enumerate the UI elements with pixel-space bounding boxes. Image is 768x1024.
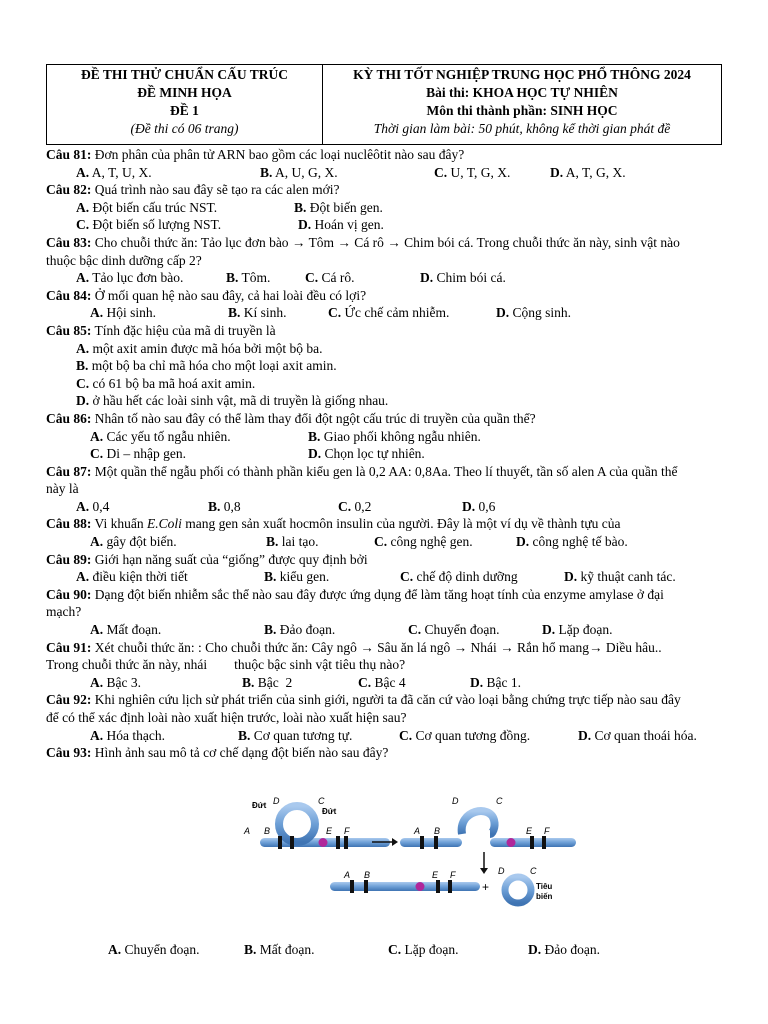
question-text: Tính đặc hiệu của mã di truyền là [91, 322, 276, 338]
label-a: A [244, 826, 251, 836]
label-a: A [414, 826, 421, 836]
acentric-ring [505, 877, 531, 903]
options-83 [46, 269, 758, 287]
question-text: Ở mối quan hệ nào sau đây, cả hai loài đều có lợi? [91, 287, 367, 303]
band [420, 836, 424, 849]
question-label: Câu 85: [46, 322, 92, 338]
question-82 [46, 181, 758, 199]
option-c: C. Di – nhập gen. [90, 446, 186, 462]
band [350, 880, 354, 893]
option-b: B. Tôm. [226, 270, 271, 286]
options-82b [46, 216, 758, 234]
option-a: A. Tảo lục đơn bào. [76, 270, 184, 286]
label-dut-right: Đứt [322, 807, 337, 816]
band [344, 836, 348, 849]
chromosome-breaking [400, 796, 576, 849]
label-tieu: Tiêu [536, 882, 553, 891]
question-text-italic: E.Coli [146, 516, 182, 532]
option-b: B. Giao phối không ngẫu nhiên. [308, 428, 481, 444]
centromere [507, 838, 516, 847]
option-c: C. Chuyển đoạn. [408, 622, 500, 638]
option-b: B. Bậc 2 [242, 674, 293, 690]
options-82a [46, 199, 758, 217]
label-f: F [544, 826, 550, 836]
option-c: C. có 61 bộ ba mã hoá axit amin. [76, 375, 256, 391]
option-a: A. A, T, U, X. [76, 164, 152, 180]
question-text: Đơn phân của phân tử ARN bao gồm các loại nuclêôtit nào sau đây? [91, 147, 465, 162]
option-b: B. một bộ ba chỉ mã hóa cho một loại axit amin. [76, 358, 337, 374]
options-81 [46, 164, 758, 182]
question-81 [46, 146, 758, 164]
option-d: D. Chim bói cá. [420, 270, 506, 286]
question-label: Câu 89: [46, 551, 92, 567]
option-a: A. Mất đoạn. [90, 622, 162, 638]
question-text: Một quần thể ngẫu phối có thành phần kiểu gen là 0,2 AA: 0,8Aa. Theo lí thuyết, tần số alen A của quần thể [91, 463, 678, 479]
label-b: B [264, 826, 271, 836]
question-83-cont: thuộc bậc dinh dưỡng cấp 2? [46, 252, 202, 268]
chromosome-before [243, 796, 390, 849]
option-a: A. gây đột biến. [90, 534, 177, 550]
option-d: D. Cơ quan thoái hóa. [578, 727, 697, 743]
options-84 [46, 304, 758, 322]
header-right-line1: KỲ THI TỐT NGHIỆP TRUNG HỌC PHỔ THÔNG 2024 [353, 67, 691, 82]
label-dut-left: Đứt [252, 801, 267, 810]
question-text: Cho chuỗi thức ăn: Tảo lục đơn bào → Tôm → Cá rô → Chim bói cá. Trong chuỗi thức ăn này, sinh vật nào [91, 234, 680, 250]
options-85c [46, 375, 758, 393]
question-label: Câu 93: [46, 745, 92, 761]
label-f: F [344, 826, 350, 836]
option-d: D. Chọn lọc tự nhiên. [308, 446, 425, 462]
option-d: D. 0,6 [462, 498, 496, 514]
options-88 [46, 533, 758, 551]
chromosome-deletion-figure [240, 790, 580, 910]
label-f: F [450, 870, 456, 880]
centromere [416, 882, 425, 891]
band [436, 880, 440, 893]
question-90-cont: mạch? [46, 604, 82, 620]
option-b: B. 0,8 [208, 498, 241, 514]
arrow-down [480, 852, 488, 874]
options-92 [46, 727, 758, 745]
header-left-line3: ĐỀ 1 [170, 103, 199, 118]
question-text: Giới hạn năng suất của “giống” được quy định bởi [91, 551, 368, 567]
options-86b [46, 445, 758, 463]
option-b: B. Kí sinh. [228, 305, 287, 321]
label-a: A [344, 870, 351, 880]
option-d: D. Hoán vị gen. [298, 217, 384, 233]
option-a: A. điều kiện thời tiết [76, 569, 188, 585]
question-text: Hình ảnh sau mô tả cơ chế dạng đột biến nào sau đây? [91, 745, 389, 761]
question-text: Xét chuỗi thức ăn: : Cho chuỗi thức ăn: Cây ngô → Sâu ăn lá ngô → Nhái → Rắn hổ mang→ Diều hâu.. [91, 639, 662, 655]
option-d: D. Lặp đoạn. [542, 622, 613, 638]
option-b: B. lai tạo. [266, 534, 319, 550]
question-list [46, 146, 758, 762]
question-label: Câu 86: [46, 410, 92, 426]
label-e: E [526, 826, 533, 836]
option-b: B. A, U, G, X. [260, 164, 338, 180]
option-b: B. kiểu gen. [264, 569, 330, 585]
options-90 [46, 621, 758, 639]
question-93 [46, 744, 758, 762]
header-left-line4: (Đề thi có 06 trang) [130, 121, 239, 136]
label-b: B [434, 826, 441, 836]
band [530, 836, 534, 849]
options-85a [46, 340, 758, 358]
question-text: Vi khuẩn [91, 516, 147, 532]
question-85 [46, 322, 758, 340]
option-a: A. Đột biến cấu trúc NST. [76, 199, 218, 215]
label-d: D [498, 866, 505, 876]
question-84 [46, 287, 758, 305]
option-c: C. 0,2 [338, 498, 372, 514]
question-92-cont: để có thể xác định loài nào xuất hiện trước, loài nào xuất hiện sau? [46, 710, 407, 725]
option-a: A. Chuyển đoạn. [108, 942, 200, 957]
exam-header [46, 64, 722, 145]
band [336, 836, 340, 849]
question-87 [46, 463, 758, 481]
header-left [47, 65, 323, 144]
label-c: C [496, 796, 503, 806]
label-d: D [452, 796, 459, 806]
option-a: A. Hóa thạch. [90, 727, 165, 743]
label-d: D [273, 796, 280, 806]
band [364, 880, 368, 893]
header-left-line2: ĐỀ MINH HỌA [137, 85, 232, 100]
question-label: Câu 82: [46, 182, 92, 198]
chromosome-arc [462, 811, 495, 834]
label-c: C [530, 866, 537, 876]
option-a: A. Hội sinh. [90, 305, 157, 321]
question-87-cont: này là [46, 481, 79, 497]
question-text: Quá trình nào sau đây sẽ tạo ra các alen mới? [91, 182, 340, 198]
question-text: Nhân tố nào sau đây có thể làm thay đổi đột ngột cấu trúc di truyền của quần thể? [91, 410, 536, 426]
option-c: C. chế độ dinh dưỡng [400, 569, 518, 585]
options-93 [46, 942, 758, 962]
header-right-line4: Thời gian làm bài: 50 phút, không kể thời gian phát đề [373, 121, 671, 136]
option-c: C. Bậc 4 [358, 674, 406, 690]
band [542, 836, 546, 849]
options-85d [46, 392, 758, 410]
question-91 [46, 639, 758, 657]
question-label: Câu 90: [46, 586, 92, 602]
option-a: A. Các yếu tố ngẫu nhiên. [90, 428, 231, 444]
option-c: C. Cơ quan tương đồng. [399, 727, 531, 743]
question-text-rest: mang gen sản xuất hocmôn insulin của người. Đây là một ví dụ về thành tựu của [181, 516, 621, 532]
option-d: D. A, T, G, X. [550, 164, 626, 180]
label-b: B [364, 870, 371, 880]
option-b: B. Đột biến gen. [294, 199, 383, 215]
option-a: A. Bậc 3. [90, 674, 141, 690]
question-label: Câu 81: [46, 147, 92, 162]
question-label: Câu 92: [46, 692, 92, 708]
question-86 [46, 410, 758, 428]
band [448, 880, 452, 893]
question-label: Câu 84: [46, 287, 92, 303]
question-92 [46, 691, 758, 709]
option-d: D. công nghệ tế bào. [516, 534, 628, 550]
option-c: C. công nghệ gen. [374, 534, 473, 550]
plus-sign: + [482, 880, 490, 894]
question-83 [46, 234, 758, 252]
question-88 [46, 515, 758, 533]
option-d: D. Đảo đoạn. [528, 942, 600, 957]
option-d: D. Cộng sinh. [496, 305, 572, 321]
centromere [319, 838, 328, 847]
option-c: C. Lặp đoạn. [388, 942, 459, 957]
band [278, 836, 282, 849]
label-e: E [326, 826, 333, 836]
options-89 [46, 568, 758, 586]
options-86a [46, 428, 758, 446]
option-b: B. Cơ quan tương tự. [238, 727, 353, 743]
option-d: D. kỹ thuật canh tác. [564, 569, 676, 585]
label-e: E [432, 870, 439, 880]
question-label: Câu 87: [46, 463, 92, 479]
label-bien: biến [536, 892, 553, 901]
header-right [323, 65, 721, 144]
question-label: Câu 88: [46, 516, 92, 532]
option-c: C. Đột biến số lượng NST. [76, 217, 222, 233]
chromosome-left-part [400, 838, 462, 847]
options-91 [46, 674, 758, 692]
label-c: C [318, 796, 325, 806]
option-a: A. 0,4 [76, 498, 110, 514]
option-d: D. ở hầu hết các loài sinh vật, mã di truyền là giống nhau. [76, 393, 389, 409]
option-b: B. Đảo đoạn. [264, 622, 336, 638]
header-right-line3: Môn thi thành phần: SINH HỌC [426, 103, 618, 118]
question-text: Dạng đột biến nhiễm sắc thể nào sau đây được ứng dụng để làm tăng hoạt tính của enzyme amylase ở đại [91, 586, 664, 602]
option-c: C. Cá rô. [305, 270, 355, 286]
chromosome-loop [279, 806, 315, 842]
header-left-line1: ĐỀ THI THỬ CHUẨN CẤU TRÚC [81, 67, 288, 82]
option-c: C. Ức chế cảm nhiễm. [328, 305, 450, 321]
band [290, 836, 294, 849]
options-87 [46, 498, 758, 516]
option-b: B. Mất đoạn. [244, 942, 315, 957]
option-c: C. U, T, G, X. [434, 164, 511, 180]
chromosome-after [330, 866, 553, 903]
header-right-line2: Bài thi: KHOA HỌC TỰ NHIÊN [426, 85, 618, 100]
question-90 [46, 586, 758, 604]
band [434, 836, 438, 849]
question-label: Câu 91: [46, 639, 92, 655]
question-89 [46, 551, 758, 569]
question-text: Khi nghiên cứu lịch sử phát triển của sinh giới, người ta đã căn cứ vào loại bằng chứng trực tiếp nào sau đây [91, 692, 681, 708]
option-d: D. Bậc 1. [470, 674, 521, 690]
option-a: A. một axit amin được mã hóa bởi một bộ ba. [76, 340, 323, 356]
question-label: Câu 83: [46, 234, 92, 250]
question-91-cont: Trong chuỗi thức ăn này, nhái thuộc bậc sinh vật tiêu thụ nào? [46, 657, 406, 673]
options-85b [46, 357, 758, 375]
